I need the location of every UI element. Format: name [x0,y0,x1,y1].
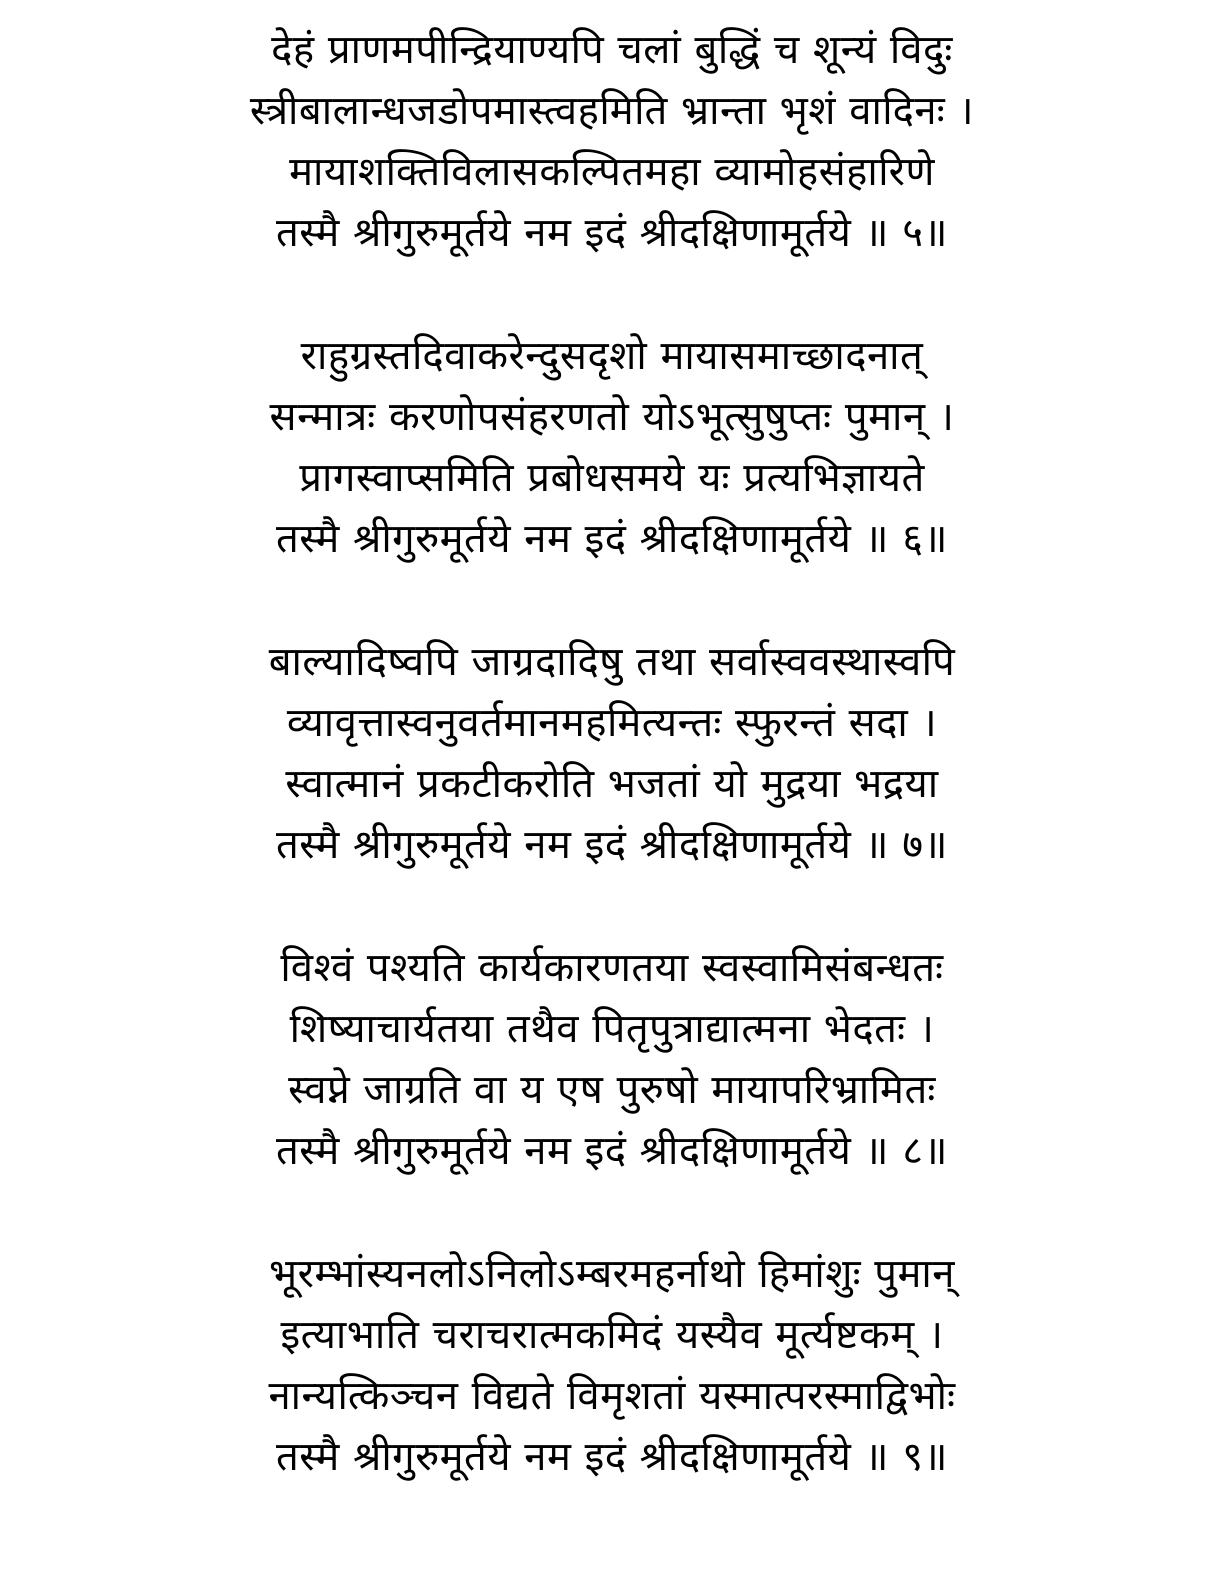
verse-8-line-2: शिष्याचार्यतया तथैव पितृपुत्राद्यात्मना भेदतः । [289,1006,935,1052]
verse-5-line-1: देहं प्राणमपीन्द्रियाण्यपि चलां बुद्धिं च शून्यं विदुः [271,27,953,73]
verse-6-line-4: तस्मै श्रीगुरुमूर्तये नम इदं श्रीदक्षिणामूर्तये ॥ ६॥ [276,516,948,562]
verse-7-line-3: स्वात्मानं प्रकटीकरोति भजतां यो मुद्रया भद्रया [285,761,939,807]
verse-6-line-3: प्रागस्वाप्समिति प्रबोधसमये यः प्रत्यभिज्ञायते [299,455,925,501]
verse-7 [100,632,1124,876]
verse-5-line-3: मायाशक्तिविलासकल्पितमहा व्यामोहसंहारिणे [289,149,935,195]
verse-5-line-2: स्त्रीबालान्धजडोपमास्त्वहमिति भ्रान्ता भृशं वादिनः । [249,88,975,134]
verse-9-line-3: नान्यत्किञ्चन विद्यते विमृशतां यस्मात्परस्माद्विभोः [268,1373,956,1419]
verse-6-line-1: राहुग्रस्तदिवाकरेन्दुसदृशो मायासमाच्छादनात् [300,333,924,379]
verse-8-line-3: स्वप्ने जाग्रति वा य एष पुरुषो मायापरिभ्रामितः [288,1067,936,1113]
verse-9-line-4: तस्मै श्रीगुरुमूर्तये नम इदं श्रीदक्षिणामूर्तये ॥ ९॥ [276,1434,948,1480]
verse-8 [100,938,1124,1182]
verse-9 [100,1244,1124,1488]
verse-8-line-1: विश्वं पश्यति कार्यकारणतया स्वस्वामिसंबन्धतः [280,945,944,991]
verse-7-line-4: तस्मै श्रीगुरुमूर्तये नम इदं श्रीदक्षिणामूर्तये ॥ ७॥ [276,822,948,868]
verse-9-line-1: भूरम्भांस्यनलोऽनिलोऽम्बरमहर्नाथो हिमांशुः पुमान् [269,1251,955,1297]
verse-9-line-2: इत्याभाति चराचरात्मकमिदं यस्यैव मूर्त्यष्टकम् । [280,1312,944,1358]
verse-7-line-1: बाल्यादिष्वपि जाग्रदादिषु तथा सर्वास्ववस्थास्वपि [268,639,956,685]
verse-6-line-2: सन्मात्रः करणोपसंहरणतो योऽभूत्सुषुप्तः पुमान् । [269,394,955,440]
verse-6 [100,326,1124,570]
verse-5 [100,20,1124,264]
verse-7-line-2: व्यावृत्तास्वनुवर्तमानमहमित्यन्तः स्फुरन्तं सदा । [286,700,938,746]
verse-5-line-4: तस्मै श्रीगुरुमूर्तये नम इदं श्रीदक्षिणामूर्तये ॥ ५॥ [276,210,948,256]
verse-8-line-4: तस्मै श्रीगुरुमूर्तये नम इदं श्रीदक्षिणामूर्तये ॥ ८॥ [276,1128,948,1174]
